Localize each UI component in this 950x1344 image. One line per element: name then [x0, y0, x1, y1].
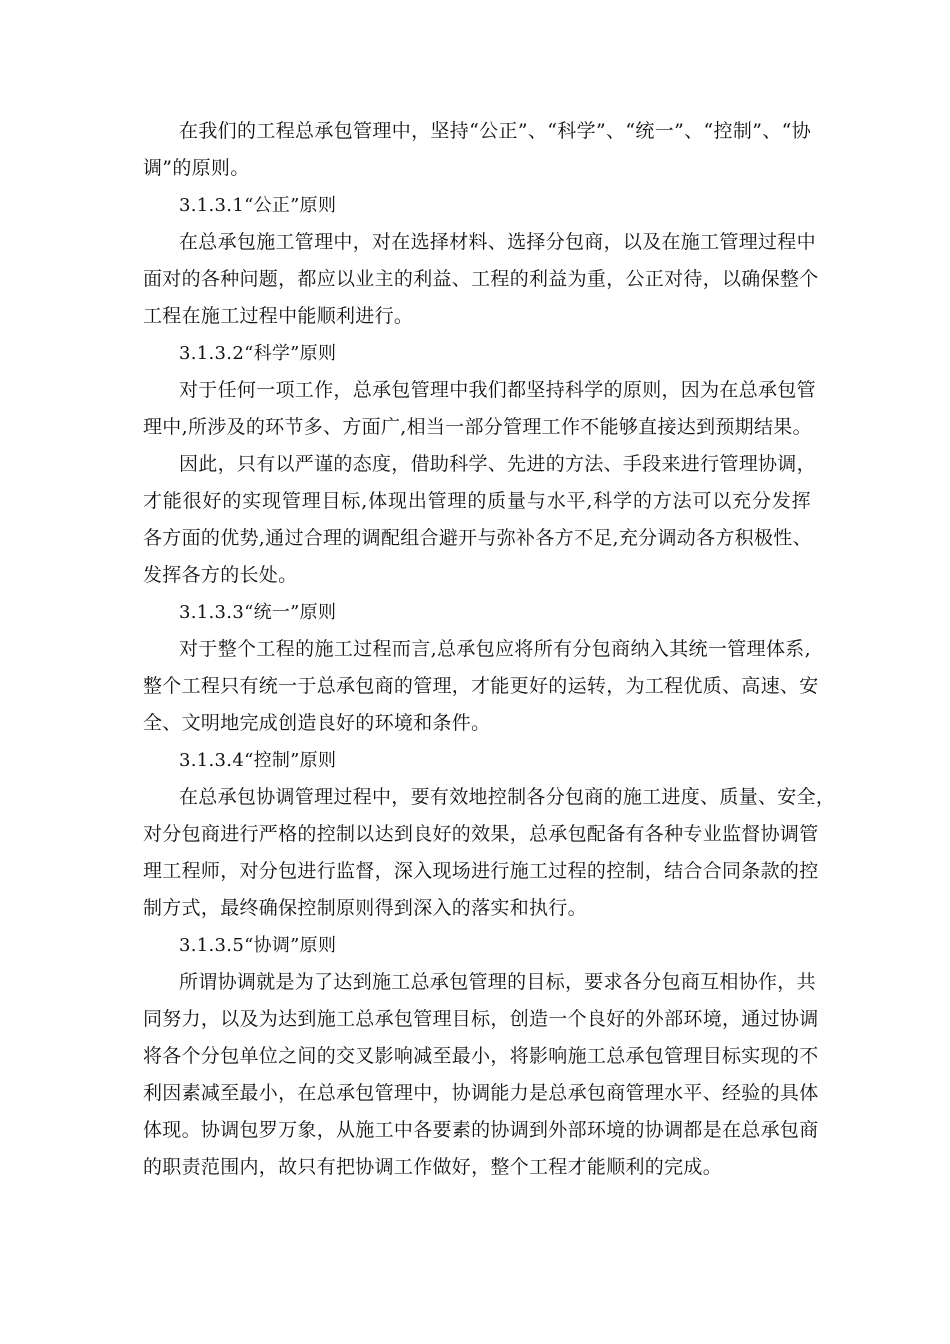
paragraph-line: 理中,所涉及的环节多、方面广,相当一部分管理工作不能够直接达到预期结果。 — [143, 416, 812, 438]
paragraph-line: 利因素减至最小，在总承包管理中，协调能力是总承包商管理水平、经验的具体 — [143, 1082, 819, 1104]
paragraph-line: 发挥各方的长处。 — [143, 564, 298, 586]
paragraph-line: 的职责范围内，故只有把协调工作做好，整个工程才能顺利的完成。 — [143, 1156, 723, 1178]
paragraph-line: 各方面的优势,通过合理的调配组合避开与弥补各方不足,充分调动各方积极性、 — [143, 527, 812, 549]
section-heading-3-1-3-5: 3.1.3.5“协调”原则 — [179, 935, 337, 956]
section-heading-3-1-3-2: 3.1.3.2“科学”原则 — [179, 343, 337, 364]
paragraph-line: 才能很好的实现管理目标,体现出管理的质量与水平,科学的方法可以充分发挥 — [143, 490, 811, 512]
paragraph-line: 工程在施工过程中能顺利进行。 — [143, 305, 414, 327]
document-body — [143, 116, 836, 1189]
paragraph-line: 对于整个工程的施工过程而言,总承包应将所有分包商纳入其统一管理体系, — [179, 638, 811, 660]
paragraph-line: 制方式，最终确保控制原则得到深入的落实和执行。 — [143, 897, 587, 919]
section-heading-3-1-3-1: 3.1.3.1“公正”原则 — [179, 195, 337, 216]
section-heading-3-1-3-4: 3.1.3.4“控制”原则 — [179, 750, 337, 771]
paragraph-line: 对分包商进行严格的控制以达到良好的效果，总承包配备有各种专业监督协调管 — [143, 823, 819, 845]
paragraph-line: 对于任何一项工作，总承包管理中我们都坚持科学的原则，因为在总承包管 — [179, 379, 816, 401]
paragraph-line: 在总承包协调管理过程中，要有效地控制各分包商的施工进度、质量、安全， — [179, 786, 836, 808]
paragraph-line: 理工程师，对分包进行监督，深入现场进行施工过程的控制，结合合同条款的控 — [143, 860, 819, 882]
paragraph-line: 在总承包施工管理中，对在选择材料、选择分包商，以及在施工管理过程中 — [179, 231, 816, 253]
section-heading-3-1-3-3: 3.1.3.3“统一”原则 — [179, 602, 337, 623]
paragraph-line: 将各个分包单位之间的交叉影响减至最小，将影响施工总承包管理目标实现的不 — [143, 1045, 819, 1067]
paragraph-line: 体现。协调包罗万象，从施工中各要素的协调到外部环境的协调都是在总承包商 — [143, 1119, 819, 1141]
paragraph-line: 全、文明地完成创造良好的环境和条件。 — [143, 712, 491, 734]
paragraph-line: 因此，只有以严谨的态度，借助科学、先进的方法、手段来进行管理协调， — [179, 453, 816, 475]
paragraph-line: 整个工程只有统一于总承包商的管理，才能更好的运转，为工程优质、高速、安 — [143, 675, 819, 697]
paragraph-line: 同努力，以及为达到施工总承包管理目标，创造一个良好的外部环境，通过协调 — [143, 1008, 819, 1030]
paragraph-line: 所谓协调就是为了达到施工总承包管理的目标，要求各分包商互相协作，共 — [179, 971, 816, 993]
paragraph-line: 在我们的工程总承包管理中，坚持“公正”、“科学”、“统一”、“控制”、“协 — [179, 120, 811, 142]
paragraph-line: 面对的各种问题，都应以业主的利益、工程的利益为重，公正对待，以确保整个 — [143, 268, 819, 290]
paragraph-line: 调”的原则。 — [143, 157, 250, 179]
